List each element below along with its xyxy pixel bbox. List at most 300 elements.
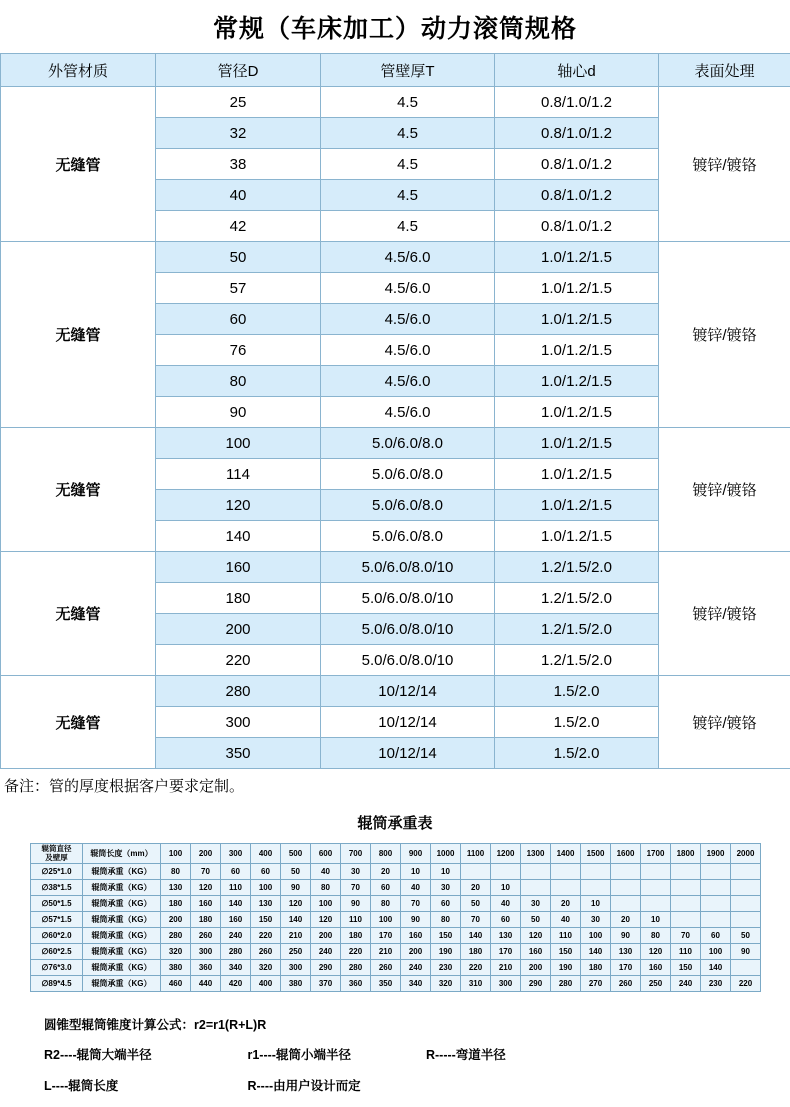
load-value-cell: 60	[701, 927, 731, 943]
load-value-cell: 140	[581, 943, 611, 959]
load-value-cell: 290	[311, 959, 341, 975]
legend-r-design: R----由用户设计而定	[247, 1079, 361, 1093]
thickness-cell: 5.0/6.0/8.0	[321, 428, 495, 459]
diameter-cell: 120	[156, 490, 321, 521]
load-value-cell: 460	[161, 975, 191, 991]
thickness-cell: 4.5/6.0	[321, 273, 495, 304]
material-cell: 无缝管	[1, 552, 156, 676]
load-value-cell	[611, 879, 641, 895]
load-value-cell: 170	[611, 959, 641, 975]
thickness-cell: 4.5	[321, 180, 495, 211]
load-value-cell: 210	[281, 927, 311, 943]
load-value-cell: 100	[251, 879, 281, 895]
shaft-cell: 1.0/1.2/1.5	[495, 397, 659, 428]
load-length-header-11: 1200	[491, 844, 521, 864]
load-value-cell: 190	[431, 943, 461, 959]
load-value-cell	[521, 863, 551, 879]
load-value-cell: 30	[341, 863, 371, 879]
shaft-cell: 1.2/1.5/2.0	[495, 583, 659, 614]
load-value-cell	[731, 895, 761, 911]
load-value-cell: 150	[551, 943, 581, 959]
load-row-label: 辊筒承重（KG）	[83, 943, 161, 959]
load-value-cell: 160	[221, 911, 251, 927]
load-value-cell: 320	[251, 959, 281, 975]
load-value-cell: 220	[341, 943, 371, 959]
load-row-label: 辊筒承重（KG）	[83, 895, 161, 911]
load-value-cell: 90	[611, 927, 641, 943]
load-spec-cell: ∅38*1.5	[31, 879, 83, 895]
load-value-cell: 40	[311, 863, 341, 879]
material-cell: 无缝管	[1, 87, 156, 242]
load-value-cell: 110	[671, 943, 701, 959]
load-value-cell	[551, 863, 581, 879]
load-value-cell	[731, 879, 761, 895]
shaft-cell: 1.5/2.0	[495, 738, 659, 769]
load-spec-cell: ∅57*1.5	[31, 911, 83, 927]
table-row	[1, 242, 790, 273]
formula-legend-row-2	[44, 1071, 790, 1102]
shaft-cell: 1.5/2.0	[495, 676, 659, 707]
load-value-cell: 200	[521, 959, 551, 975]
load-value-cell: 100	[581, 927, 611, 943]
load-value-cell: 180	[341, 927, 371, 943]
thickness-cell: 5.0/6.0/8.0/10	[321, 552, 495, 583]
load-table-row	[31, 911, 761, 927]
shaft-cell: 1.2/1.5/2.0	[495, 614, 659, 645]
load-value-cell: 40	[401, 879, 431, 895]
thickness-cell: 4.5/6.0	[321, 366, 495, 397]
diameter-cell: 60	[156, 304, 321, 335]
load-value-cell: 140	[461, 927, 491, 943]
load-table-row	[31, 959, 761, 975]
load-value-cell: 100	[371, 911, 401, 927]
load-value-cell: 260	[191, 927, 221, 943]
load-value-cell: 60	[491, 911, 521, 927]
load-value-cell: 210	[491, 959, 521, 975]
shaft-cell: 0.8/1.0/1.2	[495, 211, 659, 242]
load-value-cell	[731, 863, 761, 879]
load-value-cell: 420	[221, 975, 251, 991]
formula-block	[0, 992, 790, 1102]
shaft-cell: 0.8/1.0/1.2	[495, 87, 659, 118]
load-value-cell: 230	[431, 959, 461, 975]
thickness-cell: 5.0/6.0/8.0/10	[321, 583, 495, 614]
table-header-row	[1, 54, 790, 87]
load-value-cell	[701, 911, 731, 927]
load-spec-cell: ∅89*4.5	[31, 975, 83, 991]
thickness-cell: 4.5/6.0	[321, 242, 495, 273]
load-value-cell: 10	[491, 879, 521, 895]
load-value-cell: 90	[731, 943, 761, 959]
load-value-cell: 20	[371, 863, 401, 879]
load-value-cell: 220	[251, 927, 281, 943]
load-corner-label: 辊筒直径 及壁厚	[31, 844, 83, 864]
table-row	[1, 87, 790, 118]
diameter-cell: 114	[156, 459, 321, 490]
load-value-cell: 360	[341, 975, 371, 991]
diameter-cell: 180	[156, 583, 321, 614]
load-value-cell: 180	[161, 895, 191, 911]
load-value-cell: 10	[401, 863, 431, 879]
load-value-cell: 280	[161, 927, 191, 943]
surface-cell: 镀锌/镀铬	[659, 428, 790, 552]
load-value-cell: 160	[521, 943, 551, 959]
load-value-cell: 150	[431, 927, 461, 943]
load-length-header-5: 600	[311, 844, 341, 864]
shaft-cell: 1.0/1.2/1.5	[495, 335, 659, 366]
load-length-header-13: 1400	[551, 844, 581, 864]
surface-cell: 镀锌/镀铬	[659, 87, 790, 242]
load-value-cell: 70	[341, 879, 371, 895]
shaft-cell: 1.0/1.2/1.5	[495, 242, 659, 273]
load-value-cell	[701, 863, 731, 879]
thickness-cell: 4.5	[321, 118, 495, 149]
load-value-cell: 240	[311, 943, 341, 959]
load-value-cell: 150	[671, 959, 701, 975]
shaft-cell: 0.8/1.0/1.2	[495, 180, 659, 211]
load-value-cell: 280	[221, 943, 251, 959]
diameter-cell: 80	[156, 366, 321, 397]
load-value-cell: 120	[191, 879, 221, 895]
thickness-cell: 5.0/6.0/8.0/10	[321, 614, 495, 645]
load-value-cell: 120	[281, 895, 311, 911]
load-table-row	[31, 895, 761, 911]
diameter-cell: 32	[156, 118, 321, 149]
load-value-cell: 90	[341, 895, 371, 911]
load-value-cell: 120	[311, 911, 341, 927]
load-value-cell: 30	[521, 895, 551, 911]
load-value-cell: 80	[371, 895, 401, 911]
load-value-cell: 70	[461, 911, 491, 927]
load-value-cell: 100	[701, 943, 731, 959]
load-value-cell: 160	[401, 927, 431, 943]
load-length-label: 辊筒长度（mm）	[83, 844, 161, 864]
load-value-cell: 270	[581, 975, 611, 991]
load-value-cell: 300	[281, 959, 311, 975]
load-value-cell: 110	[221, 879, 251, 895]
thickness-cell: 4.5/6.0	[321, 397, 495, 428]
shaft-cell: 1.0/1.2/1.5	[495, 521, 659, 552]
load-value-cell: 300	[191, 943, 221, 959]
load-value-cell: 240	[401, 959, 431, 975]
load-value-cell: 350	[371, 975, 401, 991]
load-value-cell: 400	[251, 975, 281, 991]
load-value-cell: 240	[221, 927, 251, 943]
shaft-cell: 1.2/1.5/2.0	[495, 645, 659, 676]
load-value-cell: 10	[581, 895, 611, 911]
load-table-row	[31, 943, 761, 959]
load-value-cell: 30	[581, 911, 611, 927]
load-value-cell: 260	[251, 943, 281, 959]
load-value-cell: 300	[491, 975, 521, 991]
load-value-cell: 310	[461, 975, 491, 991]
load-value-cell: 150	[251, 911, 281, 927]
load-value-cell: 70	[401, 895, 431, 911]
load-value-cell	[701, 879, 731, 895]
legend-r2: R2----辊筒大端半径	[44, 1048, 152, 1063]
diameter-cell: 160	[156, 552, 321, 583]
load-value-cell: 30	[431, 879, 461, 895]
load-row-label: 辊筒承重（KG）	[83, 863, 161, 879]
load-value-cell: 90	[281, 879, 311, 895]
load-length-header-17: 1800	[671, 844, 701, 864]
diameter-cell: 100	[156, 428, 321, 459]
load-table-row	[31, 879, 761, 895]
table-row	[1, 676, 790, 707]
load-value-cell: 130	[251, 895, 281, 911]
diameter-cell: 42	[156, 211, 321, 242]
load-table-row	[31, 927, 761, 943]
load-value-cell: 60	[251, 863, 281, 879]
shaft-cell: 1.2/1.5/2.0	[495, 552, 659, 583]
header-thickness: 管壁厚T	[321, 54, 495, 87]
roller-spec-table	[0, 53, 790, 769]
header-shaft: 轴心d	[495, 54, 659, 87]
thickness-cell: 5.0/6.0/8.0	[321, 490, 495, 521]
load-value-cell: 60	[431, 895, 461, 911]
load-header-row	[31, 844, 761, 864]
shaft-cell: 1.0/1.2/1.5	[495, 428, 659, 459]
load-spec-cell: ∅76*3.0	[31, 959, 83, 975]
load-value-cell: 130	[161, 879, 191, 895]
load-value-cell: 380	[161, 959, 191, 975]
shaft-cell: 1.0/1.2/1.5	[495, 304, 659, 335]
load-spec-cell: ∅25*1.0	[31, 863, 83, 879]
load-value-cell: 80	[311, 879, 341, 895]
load-value-cell: 380	[281, 975, 311, 991]
load-value-cell: 370	[311, 975, 341, 991]
load-value-cell: 190	[551, 959, 581, 975]
load-value-cell: 110	[551, 927, 581, 943]
load-value-cell: 50	[281, 863, 311, 879]
load-value-cell: 180	[191, 911, 221, 927]
load-value-cell: 180	[461, 943, 491, 959]
load-length-header-8: 900	[401, 844, 431, 864]
diameter-cell: 90	[156, 397, 321, 428]
load-spec-cell: ∅60*2.0	[31, 927, 83, 943]
header-surface: 表面处理	[659, 54, 790, 87]
load-value-cell: 250	[641, 975, 671, 991]
load-row-label: 辊筒承重（KG）	[83, 975, 161, 991]
load-length-header-2: 300	[221, 844, 251, 864]
load-value-cell: 170	[371, 927, 401, 943]
load-value-cell: 230	[701, 975, 731, 991]
load-value-cell: 40	[491, 895, 521, 911]
load-value-cell: 50	[461, 895, 491, 911]
load-value-cell: 340	[401, 975, 431, 991]
load-row-label: 辊筒承重（KG）	[83, 927, 161, 943]
thickness-cell: 4.5	[321, 87, 495, 118]
diameter-cell: 300	[156, 707, 321, 738]
load-value-cell	[611, 863, 641, 879]
load-value-cell: 130	[611, 943, 641, 959]
page-title: 常规（车床加工）动力滚筒规格	[212, 15, 577, 43]
load-value-cell: 440	[191, 975, 221, 991]
load-value-cell	[581, 879, 611, 895]
load-value-cell: 360	[191, 959, 221, 975]
load-value-cell: 180	[581, 959, 611, 975]
header-material: 外管材质	[1, 54, 156, 87]
load-value-cell: 20	[461, 879, 491, 895]
load-row-label: 辊筒承重（KG）	[83, 879, 161, 895]
load-value-cell: 340	[221, 959, 251, 975]
load-value-cell: 170	[491, 943, 521, 959]
diameter-cell: 200	[156, 614, 321, 645]
diameter-cell: 40	[156, 180, 321, 211]
load-length-header-10: 1100	[461, 844, 491, 864]
load-value-cell: 70	[191, 863, 221, 879]
load-value-cell: 260	[371, 959, 401, 975]
load-value-cell	[671, 863, 701, 879]
load-value-cell: 140	[281, 911, 311, 927]
header-diameter: 管径D	[156, 54, 321, 87]
surface-cell: 镀锌/镀铬	[659, 242, 790, 428]
load-length-header-1: 200	[191, 844, 221, 864]
load-value-cell	[641, 895, 671, 911]
cone-formula-row	[44, 1010, 790, 1041]
material-cell: 无缝管	[1, 676, 156, 769]
roller-load-table	[30, 843, 761, 992]
load-length-header-15: 1600	[611, 844, 641, 864]
load-value-cell: 60	[371, 879, 401, 895]
load-length-header-0: 100	[161, 844, 191, 864]
load-value-cell	[641, 879, 671, 895]
table-row	[1, 552, 790, 583]
load-length-header-19: 2000	[731, 844, 761, 864]
load-value-cell: 200	[161, 911, 191, 927]
load-length-header-6: 700	[341, 844, 371, 864]
load-value-cell	[491, 863, 521, 879]
surface-cell: 镀锌/镀铬	[659, 676, 790, 769]
load-value-cell	[671, 879, 701, 895]
load-value-cell	[461, 863, 491, 879]
material-cell: 无缝管	[1, 242, 156, 428]
load-value-cell: 160	[191, 895, 221, 911]
table-row	[1, 428, 790, 459]
load-value-cell	[701, 895, 731, 911]
thickness-cell: 10/12/14	[321, 707, 495, 738]
shaft-cell: 1.0/1.2/1.5	[495, 366, 659, 397]
load-value-cell: 20	[611, 911, 641, 927]
load-value-cell: 80	[161, 863, 191, 879]
load-value-cell	[641, 863, 671, 879]
load-value-cell	[611, 895, 641, 911]
load-table-title: 辊筒承重表	[357, 815, 433, 832]
load-value-cell	[731, 911, 761, 927]
load-length-header-7: 800	[371, 844, 401, 864]
load-value-cell: 120	[641, 943, 671, 959]
load-value-cell: 140	[221, 895, 251, 911]
diameter-cell: 38	[156, 149, 321, 180]
load-value-cell: 100	[311, 895, 341, 911]
load-value-cell: 290	[521, 975, 551, 991]
load-length-header-4: 500	[281, 844, 311, 864]
diameter-cell: 57	[156, 273, 321, 304]
load-value-cell: 80	[641, 927, 671, 943]
shaft-cell: 1.0/1.2/1.5	[495, 490, 659, 521]
load-value-cell: 50	[521, 911, 551, 927]
load-value-cell: 320	[161, 943, 191, 959]
load-table-row	[31, 863, 761, 879]
shaft-cell: 1.0/1.2/1.5	[495, 273, 659, 304]
load-value-cell: 240	[671, 975, 701, 991]
load-spec-cell: ∅60*2.5	[31, 943, 83, 959]
load-value-cell	[731, 959, 761, 975]
load-length-header-18: 1900	[701, 844, 731, 864]
cone-formula: 圆锥型辊筒锥度计算公式：r2=r1(R+L)R	[44, 1017, 267, 1032]
load-value-cell: 80	[431, 911, 461, 927]
shaft-cell: 1.5/2.0	[495, 707, 659, 738]
table-note: 备注：管的厚度根据客户要求定制。	[4, 778, 245, 795]
thickness-cell: 5.0/6.0/8.0	[321, 459, 495, 490]
thickness-cell: 4.5/6.0	[321, 335, 495, 366]
legend-r1: r1----辊筒小端半径	[247, 1048, 351, 1063]
thickness-cell: 10/12/14	[321, 738, 495, 769]
load-length-header-16: 1700	[641, 844, 671, 864]
load-length-header-9: 1000	[431, 844, 461, 864]
load-value-cell: 60	[221, 863, 251, 879]
load-value-cell: 120	[521, 927, 551, 943]
load-value-cell: 40	[551, 911, 581, 927]
thickness-cell: 5.0/6.0/8.0	[321, 521, 495, 552]
load-value-cell: 200	[401, 943, 431, 959]
load-value-cell: 110	[341, 911, 371, 927]
load-table-row	[31, 975, 761, 991]
load-value-cell: 280	[341, 959, 371, 975]
load-value-cell: 200	[311, 927, 341, 943]
surface-cell: 镀锌/镀铬	[659, 552, 790, 676]
diameter-cell: 50	[156, 242, 321, 273]
material-cell: 无缝管	[1, 428, 156, 552]
load-row-label: 辊筒承重（KG）	[83, 959, 161, 975]
load-value-cell: 20	[551, 895, 581, 911]
thickness-cell: 4.5/6.0	[321, 304, 495, 335]
shaft-cell: 0.8/1.0/1.2	[495, 149, 659, 180]
load-value-cell: 320	[431, 975, 461, 991]
load-value-cell	[671, 895, 701, 911]
load-value-cell	[581, 863, 611, 879]
thickness-cell: 4.5	[321, 211, 495, 242]
load-value-cell: 140	[701, 959, 731, 975]
load-length-header-14: 1500	[581, 844, 611, 864]
load-table-wrapper	[0, 843, 790, 992]
load-value-cell: 50	[731, 927, 761, 943]
diameter-cell: 280	[156, 676, 321, 707]
load-length-header-3: 400	[251, 844, 281, 864]
load-value-cell: 220	[731, 975, 761, 991]
load-value-cell: 130	[491, 927, 521, 943]
load-value-cell: 160	[641, 959, 671, 975]
diameter-cell: 76	[156, 335, 321, 366]
load-length-header-12: 1300	[521, 844, 551, 864]
load-value-cell	[551, 879, 581, 895]
diameter-cell: 220	[156, 645, 321, 676]
load-value-cell: 90	[401, 911, 431, 927]
diameter-cell: 140	[156, 521, 321, 552]
formula-legend-row-1	[44, 1040, 790, 1071]
thickness-cell: 4.5	[321, 149, 495, 180]
legend-r: R-----弯道半径	[425, 1048, 506, 1063]
diameter-cell: 350	[156, 738, 321, 769]
load-value-cell: 250	[281, 943, 311, 959]
thickness-cell: 5.0/6.0/8.0/10	[321, 645, 495, 676]
load-value-cell: 70	[671, 927, 701, 943]
legend-l: L----辊筒长度	[44, 1079, 119, 1093]
load-value-cell: 280	[551, 975, 581, 991]
diameter-cell: 25	[156, 87, 321, 118]
load-value-cell: 220	[461, 959, 491, 975]
load-value-cell	[671, 911, 701, 927]
